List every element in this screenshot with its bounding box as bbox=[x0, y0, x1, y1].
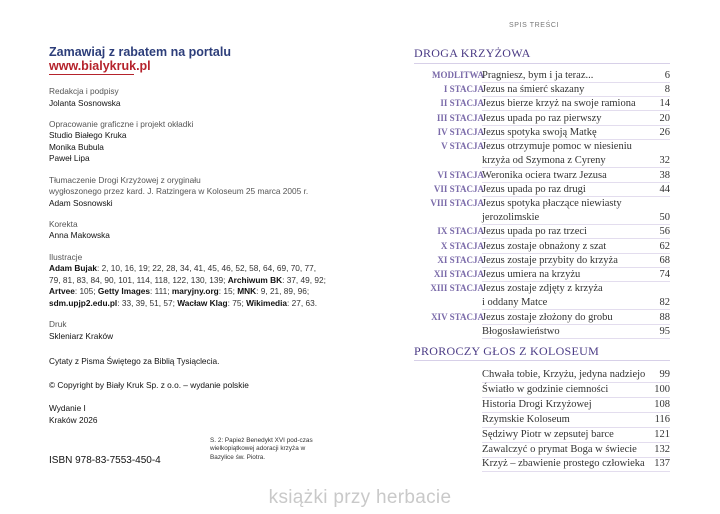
print-group bbox=[49, 319, 329, 342]
toc-title: Jezus spotyka swoją Matkę bbox=[482, 126, 597, 138]
order-url-link[interactable]: www.bialykruk.pl bbox=[49, 59, 151, 73]
toc-title: Jezus zostaje obnażony z szat bbox=[482, 240, 607, 252]
toc-row[interactable] bbox=[414, 268, 670, 281]
toc-row[interactable] bbox=[414, 197, 670, 224]
toc-page-number: 82 bbox=[659, 297, 670, 309]
illustration-pages: : 105; bbox=[74, 286, 98, 297]
toc-row[interactable] bbox=[482, 413, 670, 427]
credit-group bbox=[49, 175, 329, 210]
illustration-pages: : 111; bbox=[150, 286, 172, 297]
toc-title: Jezus zostaje przybity do krzyża bbox=[482, 254, 618, 266]
toc-page-number: 100 bbox=[654, 383, 670, 395]
toc-title: Jezus umiera na krzyżu bbox=[482, 269, 581, 280]
toc-row[interactable] bbox=[414, 183, 670, 196]
toc-page-number: 6 bbox=[664, 70, 670, 81]
toc-page-number: 132 bbox=[654, 443, 670, 455]
toc-title: Pragniesz, bym i ja teraz... bbox=[482, 70, 594, 81]
toc-row[interactable] bbox=[414, 97, 670, 110]
toc-title: Jezus upada po raz pierwszy bbox=[482, 112, 602, 124]
toc-row[interactable] bbox=[414, 126, 670, 139]
toc-station-label: XIV STACJA bbox=[431, 311, 484, 322]
toc-row[interactable] bbox=[414, 140, 670, 167]
toc-title-continued: krzyża od Szymona z Cyreny bbox=[482, 155, 606, 166]
illustration-pages: : 27, 63. bbox=[287, 297, 318, 308]
toc-title: Historia Drogi Krzyżowej bbox=[482, 398, 592, 410]
toc-row[interactable] bbox=[482, 443, 670, 457]
toc-page-number: 56 bbox=[659, 226, 670, 238]
credit-name: Anna Makowska bbox=[49, 230, 110, 241]
toc-title: Zawalczyć o prymat Boga w świecie bbox=[482, 443, 637, 455]
toc-row[interactable] bbox=[414, 282, 670, 309]
toc-page-number: 20 bbox=[659, 112, 670, 124]
toc-title: Jezus upada po raz drugi bbox=[482, 183, 586, 195]
illustration-pages: : 2, 10, 16, 19; 22, 28, 34, 41, 45, 46, 52, 58, 64, 69, 70, 77, 79, 81, 83, 84, 90, 101, 114, 118, 122, 130, 139; bbox=[49, 263, 317, 285]
toc-row[interactable] bbox=[414, 225, 670, 238]
toc-row[interactable] bbox=[414, 83, 670, 96]
toc-station-label: II STACJA bbox=[440, 98, 484, 109]
toc-page-number: 74 bbox=[659, 269, 670, 280]
section-divider bbox=[414, 360, 670, 361]
copyright-group bbox=[49, 380, 329, 392]
credit-label: Korekta bbox=[49, 218, 78, 229]
toc-row[interactable] bbox=[482, 398, 670, 412]
toc-page-number: 26 bbox=[659, 126, 670, 138]
illustration-source: Wacław Klag bbox=[177, 297, 228, 308]
illustration-pages: : 75; bbox=[227, 297, 247, 308]
toc-title: Rzymskie Koloseum bbox=[482, 413, 570, 425]
credit-label-continued: wygłoszonego przez kard. J. Ratzingera w Koloseum 25 marca 2005 r. bbox=[49, 186, 309, 197]
credit-label: Redakcja i podpisy bbox=[49, 86, 119, 96]
toc-station-label: MODLITWA bbox=[431, 70, 484, 80]
bible-note: Cytaty z Pisma Świętego za Biblią Tysiąclecia. bbox=[49, 356, 220, 367]
toc-page-number: 95 bbox=[659, 325, 670, 337]
toc-title: Błogosławieństwo bbox=[482, 325, 560, 337]
toc-station-label: XII STACJA bbox=[433, 269, 484, 279]
illustration-pages: : 37, 49, 92; bbox=[282, 274, 326, 285]
toc-station-label: VII STACJA bbox=[433, 183, 484, 194]
toc-title: Jezus na śmierć skazany bbox=[482, 84, 585, 96]
toc-station-label: VI STACJA bbox=[437, 169, 484, 180]
toc-title: Weronika ociera twarz Jezusa bbox=[482, 169, 607, 181]
running-header: SPIS TREŚCI bbox=[509, 22, 560, 29]
credit-group bbox=[49, 119, 329, 165]
toc-row[interactable] bbox=[482, 428, 670, 442]
credit-label: Opracowanie graficzne i projekt okładki bbox=[49, 118, 194, 129]
toc-page-number: 88 bbox=[659, 311, 670, 323]
toc-row-divider bbox=[482, 471, 670, 472]
section-divider bbox=[414, 63, 670, 64]
bible-note-group bbox=[49, 356, 329, 368]
toc-station-label: VIII STACJA bbox=[430, 197, 484, 208]
toc-page-number: 50 bbox=[659, 211, 670, 223]
toc-row[interactable] bbox=[482, 383, 670, 397]
order-title: Zamawiaj z rabatem na portalu bbox=[49, 45, 231, 59]
toc-page-number: 137 bbox=[654, 458, 670, 470]
illustration-source: Adam Bujak bbox=[49, 263, 97, 274]
toc-row[interactable] bbox=[414, 240, 670, 253]
toc-page-number: 121 bbox=[654, 428, 670, 440]
credit-name: Adam Sosnowski bbox=[49, 197, 113, 208]
illustration-source: Wikimedia bbox=[246, 297, 288, 308]
credits-block bbox=[49, 86, 329, 436]
print-label: Druk bbox=[49, 319, 67, 329]
toc-row-divider bbox=[482, 338, 670, 339]
credit-name: Monika Bubula bbox=[49, 141, 104, 152]
illustrations-label: Ilustracje bbox=[49, 251, 83, 262]
illustration-source: MNK bbox=[237, 286, 257, 297]
toc-page-number: 108 bbox=[654, 398, 670, 410]
toc-station-label: X STACJA bbox=[440, 240, 484, 251]
toc-title: Jezus zostaje złożony do grobu bbox=[482, 311, 613, 323]
toc-row[interactable] bbox=[414, 169, 670, 182]
toc-station-label: IX STACJA bbox=[437, 226, 484, 237]
illustration-pages: : 9, 21, 89, 96; bbox=[256, 286, 310, 297]
credit-group bbox=[49, 86, 329, 109]
toc-row[interactable] bbox=[414, 254, 670, 267]
toc-station-label: IV STACJA bbox=[437, 126, 484, 137]
illustration-source: Getty Images bbox=[97, 286, 151, 297]
toc-title-continued: i oddany Matce bbox=[482, 297, 548, 309]
place-year: Kraków 2026 bbox=[49, 414, 98, 425]
toc-page-number: 99 bbox=[659, 369, 670, 380]
toc-page-number: 116 bbox=[654, 413, 670, 425]
illustration-pages: : 15; bbox=[218, 286, 238, 297]
toc-title: Chwała tobie, Krzyżu, jedyna nadziejo bbox=[482, 369, 646, 380]
toc-row[interactable] bbox=[482, 457, 670, 471]
toc-page-number: 62 bbox=[659, 240, 670, 252]
toc-title: Jezus zostaje zdjęty z krzyża bbox=[482, 283, 603, 295]
credit-name: Paweł Lipa bbox=[49, 153, 90, 164]
illustration-source: maryjny.org bbox=[171, 286, 219, 297]
illustrations-group bbox=[49, 252, 329, 310]
toc-station-label: V STACJA bbox=[441, 141, 484, 151]
watermark-text: książki przy herbacie bbox=[268, 487, 452, 508]
order-underline bbox=[49, 74, 134, 75]
toc-row[interactable] bbox=[482, 368, 670, 382]
toc-title: Jezus bierze krzyż na swoje ramiona bbox=[482, 98, 636, 110]
illustration-source: Archiwum BK bbox=[227, 274, 283, 285]
toc-title: Krzyż – zbawienie prostego człowieka bbox=[482, 458, 645, 470]
toc-title: Sędziwy Piotr w zepsutej barce bbox=[482, 428, 614, 440]
section-title-droga: DROGA KRZYŻOWA bbox=[414, 46, 531, 60]
credit-group bbox=[49, 219, 329, 242]
toc-row[interactable] bbox=[414, 325, 670, 338]
section-title-proroczy: PROROCZY GŁOS Z KOLOSEUM bbox=[414, 344, 600, 358]
credit-name: Studio Białego Kruka bbox=[49, 130, 127, 141]
isbn: ISBN 978-83-7553-450-4 bbox=[49, 455, 161, 466]
toc-title-continued: jerozolimskie bbox=[482, 211, 540, 223]
illustration-source: Artvee bbox=[49, 286, 75, 297]
toc-row[interactable] bbox=[414, 69, 670, 82]
illustrations-list bbox=[49, 263, 326, 308]
toc-page-number: 32 bbox=[659, 155, 670, 166]
credit-name: Jolanta Sosnowska bbox=[49, 97, 121, 108]
edition: Wydanie I bbox=[49, 403, 86, 414]
photo-caption: S. 2: Papież Benedykt XVI pod-czas wielkopiątkowej adoracji krzyża w Bazylice św. Piotra. bbox=[210, 437, 313, 461]
illustration-pages: : 33, 39, 51, 57; bbox=[117, 297, 178, 308]
credit-label: Tłumaczenie Drogi Krzyżowej z oryginału bbox=[49, 174, 201, 185]
toc-page-number: 8 bbox=[664, 84, 670, 96]
illustration-source: sdm.upjp2.edu.pl bbox=[49, 297, 118, 308]
toc-station-label: III STACJA bbox=[436, 112, 484, 123]
toc-title: Jezus spotyka płaczące niewiasty bbox=[482, 197, 622, 209]
toc-title: Jezus upada po raz trzeci bbox=[482, 226, 587, 238]
toc-station-label: XI STACJA bbox=[437, 254, 484, 265]
edition-group bbox=[49, 403, 329, 426]
toc-station-label: I STACJA bbox=[443, 84, 484, 95]
toc-page-number: 14 bbox=[659, 98, 670, 110]
toc-station-label: XIII STACJA bbox=[430, 283, 484, 294]
toc-title: Jezus otrzymuje pomoc w niesieniu bbox=[482, 141, 632, 152]
toc-row[interactable] bbox=[414, 112, 670, 125]
printer-name: Skleniarz Kraków bbox=[49, 330, 114, 341]
toc-page-number: 44 bbox=[659, 183, 670, 195]
toc-page-number: 38 bbox=[659, 169, 670, 181]
toc-page-number: 68 bbox=[659, 254, 670, 266]
toc-row[interactable] bbox=[414, 311, 670, 324]
toc-title: Światło w godzinie ciemności bbox=[482, 383, 609, 395]
copyright: © Copyright by Biały Kruk Sp. z o.o. – wydanie polskie bbox=[49, 379, 249, 390]
